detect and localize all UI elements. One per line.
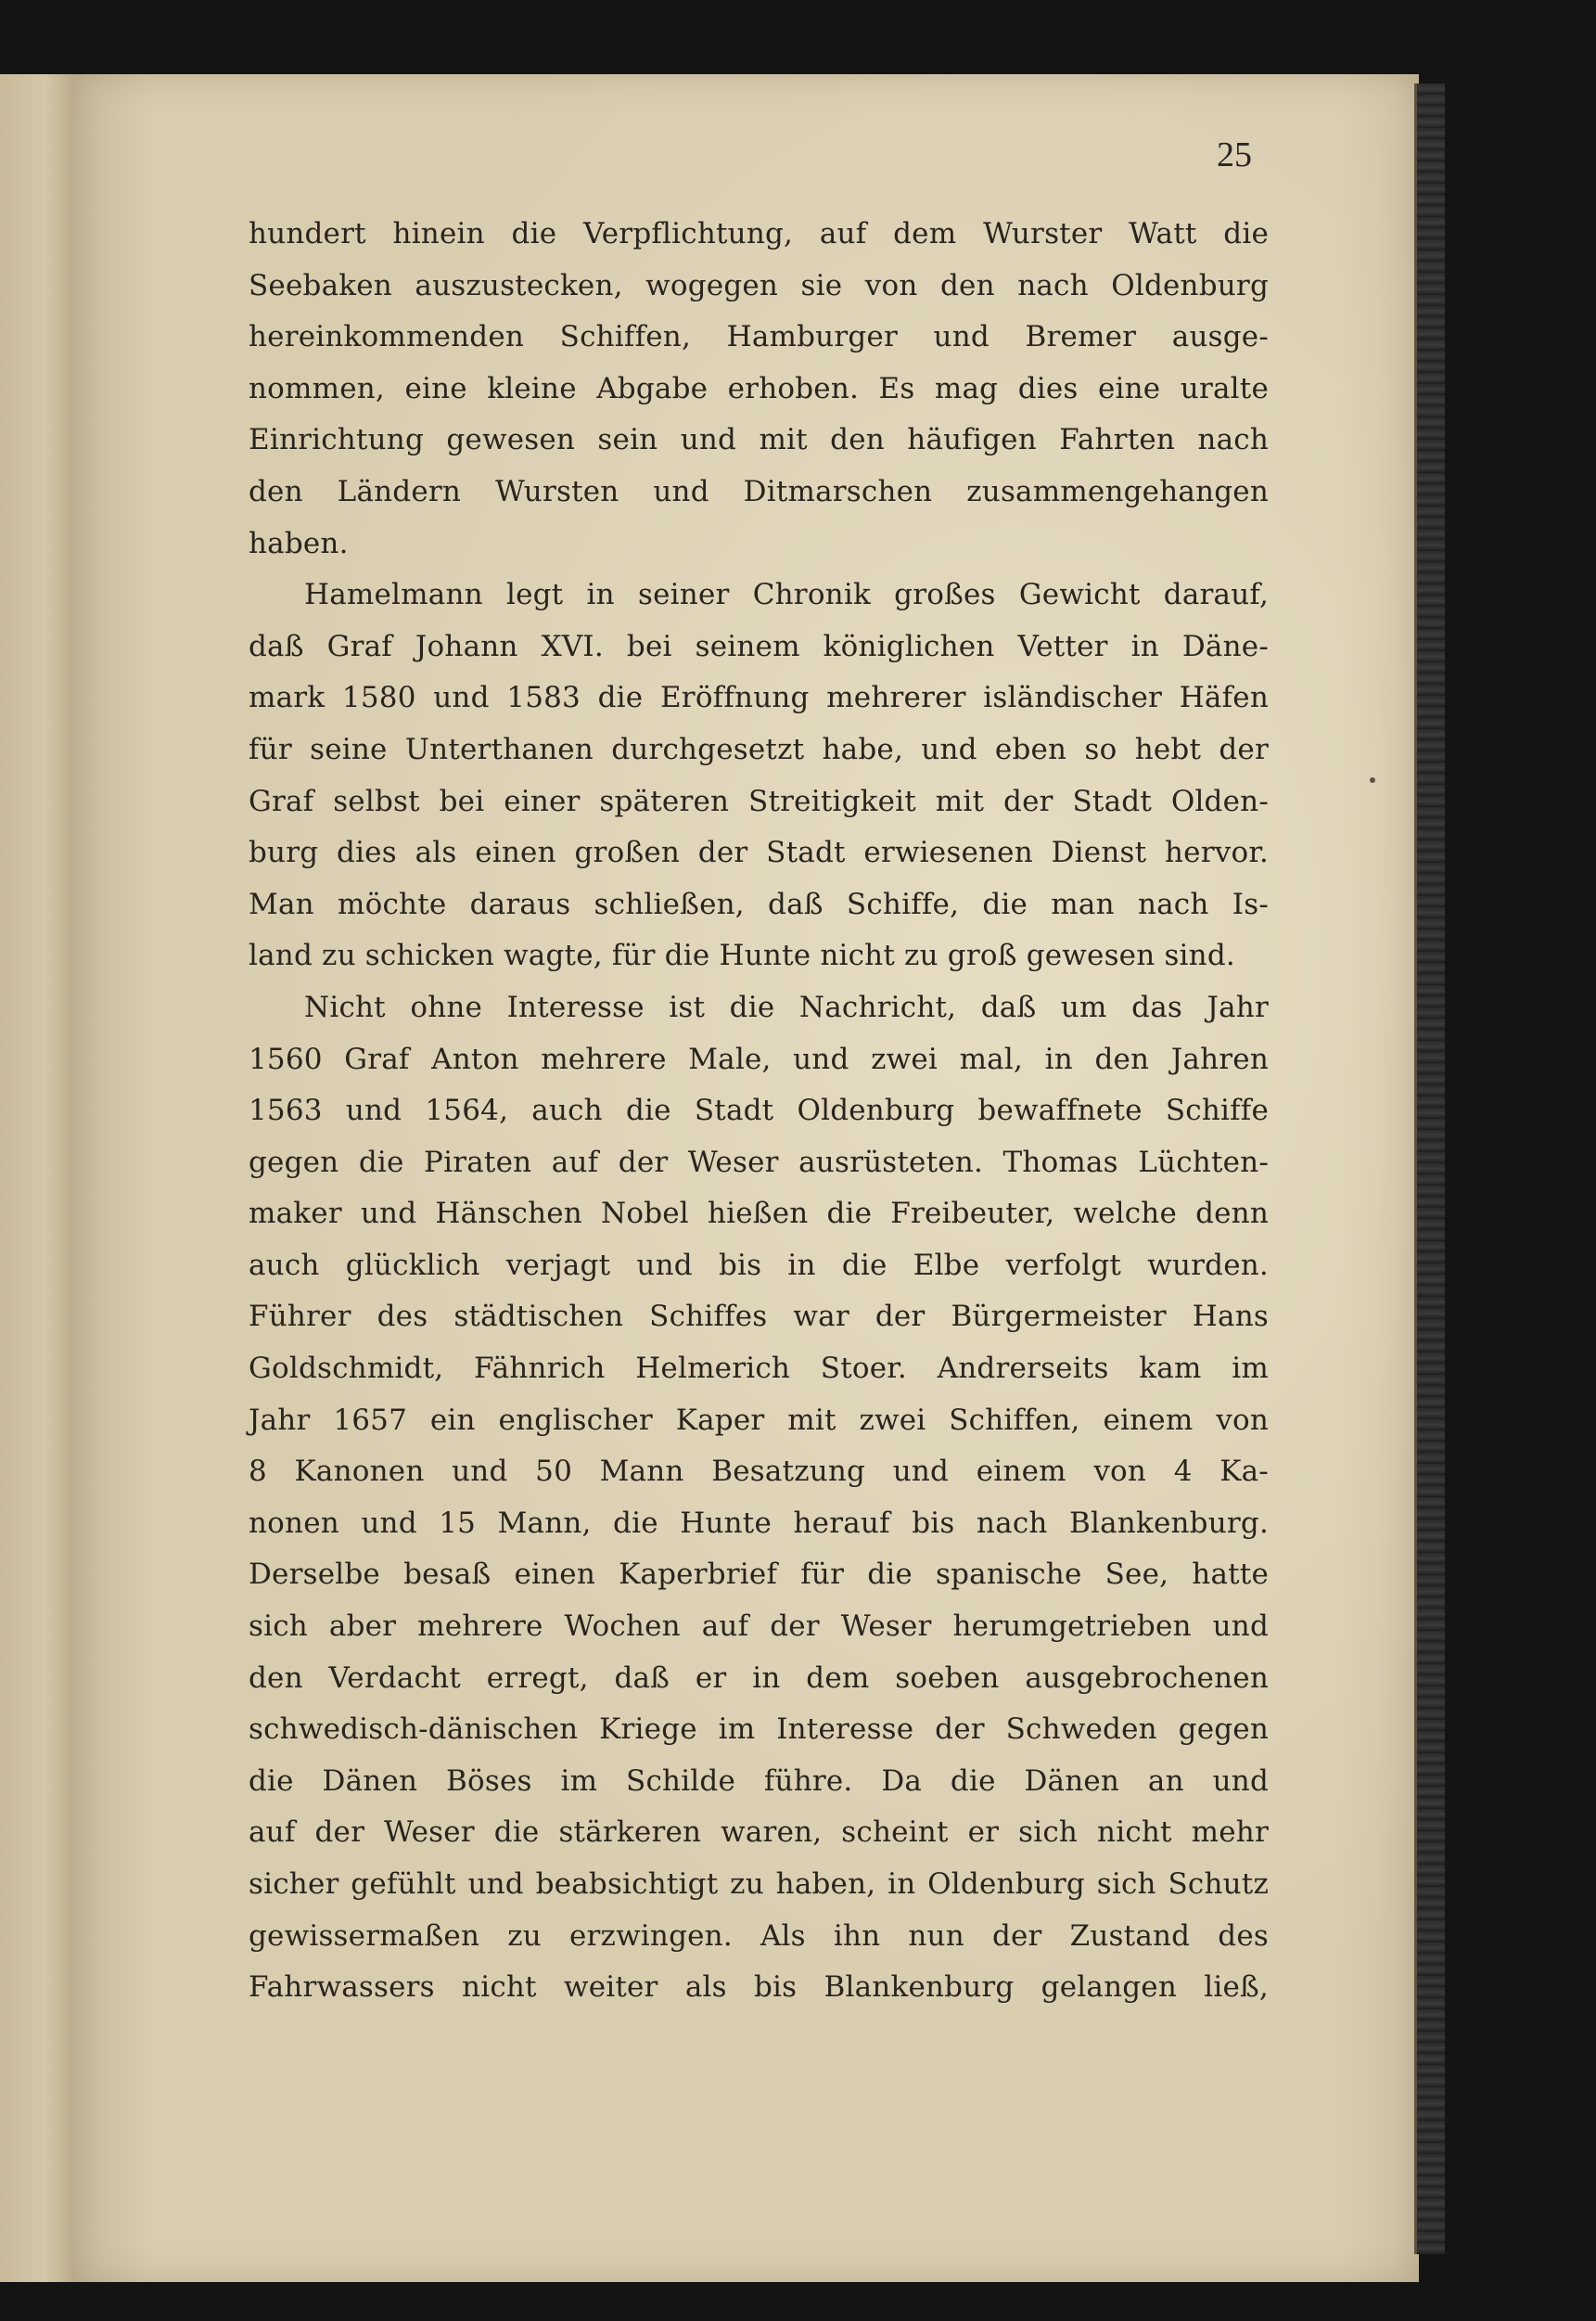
- text-line: schwedisch-dänischen Kriege im Interesse der Schweden gegen: [249, 1712, 1269, 1747]
- text-line: den Verdacht erregt, daß er in dem soeben ausgebrochenen: [249, 1661, 1269, 1695]
- text-line: auf der Weser die stärkeren waren, scheint er sich nicht mehr: [249, 1815, 1269, 1850]
- text-line: land zu schicken wagte, für die Hunte nicht zu groß gewesen sind.: [249, 939, 1235, 973]
- body-text: [249, 209, 1269, 2014]
- previous-page-edge: [0, 74, 76, 2282]
- page-number: 25: [1217, 135, 1252, 174]
- text-line: nonen und 15 Mann, die Hunte herauf bis nach Blankenburg.: [249, 1506, 1269, 1540]
- text-line: Derselbe besaß einen Kaperbrief für die spanische See, hatte: [249, 1558, 1269, 1592]
- text-line: Seebaken auszustecken, wogegen sie von den nach Oldenburg: [249, 268, 1269, 302]
- text-line: Fahrwassers nicht weiter als bis Blankenburg gelangen ließ,: [249, 1970, 1269, 2005]
- text-line: Jahr 1657 ein englischer Kaper mit zwei Schiffen, einem von: [249, 1403, 1269, 1437]
- text-line: 1563 und 1564, auch die Stadt Oldenburg bewaffnete Schiffe: [249, 1094, 1269, 1128]
- text-line: hundert hinein die Verpflichtung, auf dem Wurster Watt die: [249, 217, 1269, 250]
- text-line: sich aber mehrere Wochen auf der Weser herumgetrieben und: [249, 1609, 1269, 1644]
- text-line: den Ländern Wursten und Ditmarschen zusammengehangen: [249, 474, 1269, 508]
- paragraph-start-line: Hamelmann legt in seiner Chronik großes Gewicht darauf,: [304, 578, 1269, 612]
- text-line: maker und Hänschen Nobel hießen die Freibeuter, welche denn: [249, 1197, 1269, 1231]
- text-line: gegen die Piraten auf der Weser ausrüsteten. Thomas Lüchten-: [249, 1145, 1269, 1179]
- page-stack-edge: [1414, 83, 1445, 2254]
- text-line: hereinkommenden Schiffen, Hamburger und Bremer ausge-: [249, 320, 1269, 354]
- text-line: Graf selbst bei einer späteren Streitigkeit mit der Stadt Olden-: [249, 784, 1269, 818]
- text-line: Man möchte daraus schließen, daß Schiffe, die man nach Is-: [249, 887, 1269, 921]
- text-line: Goldschmidt, Fähnrich Helmerich Stoer. Andrerseits kam im: [249, 1352, 1269, 1386]
- text-line: 1560 Graf Anton mehrere Male, und zwei mal, in den Jahren: [249, 1042, 1269, 1076]
- text-line: haben.: [249, 526, 349, 560]
- text-line: Einrichtung gewesen sein und mit den häufigen Fahrten nach: [249, 423, 1269, 457]
- text-line: auch glücklich verjagt und bis in die Elbe verfolgt wurden.: [249, 1248, 1269, 1282]
- text-line: 8 Kanonen und 50 Mann Besatzung und einem von 4 Ka-: [249, 1455, 1269, 1489]
- text-line: die Dänen Böses im Schilde führe. Da die Dänen an und: [249, 1763, 1269, 1798]
- text-line: burg dies als einen großen der Stadt erwiesenen Dienst hervor.: [249, 836, 1269, 870]
- paragraph-start-line: Nicht ohne Interesse ist die Nachricht, daß um das Jahr: [304, 990, 1269, 1024]
- text-line: Führer des städtischen Schiffes war der Bürgermeister Hans: [249, 1300, 1269, 1334]
- text-line: nommen, eine kleine Abgabe erhoben. Es mag dies eine uralte: [249, 371, 1269, 405]
- text-line: mark 1580 und 1583 die Eröffnung mehrerer isländischer Häfen: [249, 681, 1269, 715]
- text-line: sicher gefühlt und beabsichtigt zu haben, in Oldenburg sich Schutz: [249, 1867, 1269, 1901]
- text-line: für seine Unterthanen durchgesetzt habe, und eben so hebt der: [249, 732, 1269, 766]
- text-line: daß Graf Johann XVI. bei seinem königlichen Vetter in Däne-: [249, 629, 1269, 663]
- text-line: gewissermaßen zu erzwingen. Als ihn nun der Zustand des: [249, 1918, 1269, 1953]
- ink-speck: [1370, 777, 1375, 783]
